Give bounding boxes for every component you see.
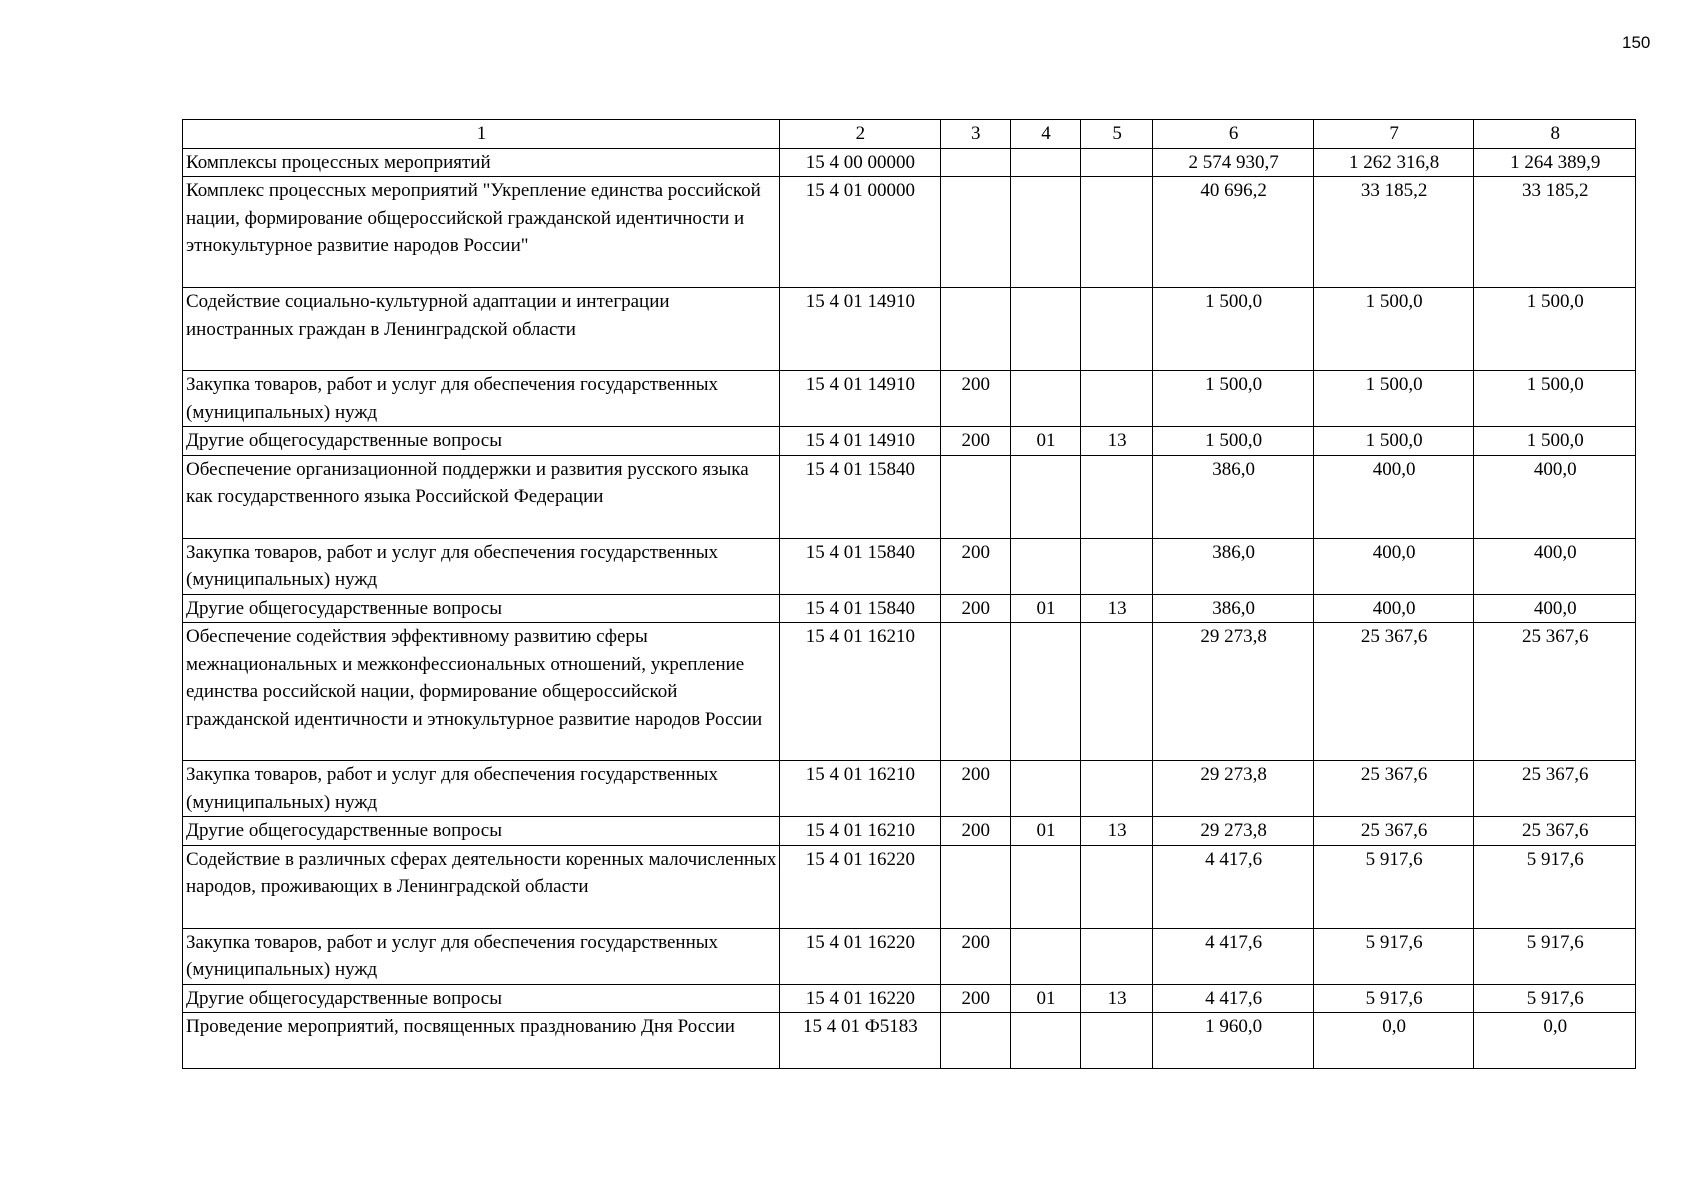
- expense-type-cell: 200: [940, 928, 1010, 984]
- subsection-cell: 13: [1081, 984, 1153, 1013]
- subsection-cell: [1081, 761, 1153, 817]
- target-article-cell: 15 4 01 16210: [780, 623, 941, 761]
- section-cell: [1010, 623, 1080, 761]
- amount-year-1-cell: 1 960,0: [1153, 1013, 1314, 1069]
- row-name-cell: Содействие социально-культурной адаптации и интеграции иностранных граждан в Ленинградской области: [183, 288, 780, 371]
- target-article-cell: 15 4 01 14910: [780, 371, 941, 427]
- row-name-cell: Комплексы процессных мероприятий: [183, 148, 780, 177]
- amount-year-3-cell: 5 917,6: [1474, 845, 1636, 928]
- column-header: 3: [940, 120, 1010, 149]
- row-name-cell: Обеспечение организационной поддержки и развития русского языка как государственного языка Российской Федерации: [183, 455, 780, 538]
- table-row: [183, 427, 1636, 456]
- column-header: 1: [183, 120, 780, 149]
- amount-year-2-cell: 25 367,6: [1313, 623, 1474, 761]
- amount-year-2-cell: 5 917,6: [1313, 845, 1474, 928]
- table-row: [183, 984, 1636, 1013]
- target-article-cell: 15 4 01 16220: [780, 984, 941, 1013]
- section-cell: [1010, 288, 1080, 371]
- subsection-cell: [1081, 1013, 1153, 1069]
- page-number: 150: [1622, 33, 1651, 52]
- column-header: 8: [1474, 120, 1636, 149]
- target-article-cell: 15 4 01 00000: [780, 177, 941, 288]
- row-name-cell: Другие общегосударственные вопросы: [183, 594, 780, 623]
- row-name-cell: Другие общегосударственные вопросы: [183, 817, 780, 846]
- subsection-cell: [1081, 845, 1153, 928]
- amount-year-3-cell: 0,0: [1474, 1013, 1636, 1069]
- column-header: 5: [1081, 120, 1153, 149]
- amount-year-3-cell: 5 917,6: [1474, 928, 1636, 984]
- amount-year-2-cell: 400,0: [1313, 455, 1474, 538]
- row-name-cell: Другие общегосударственные вопросы: [183, 427, 780, 456]
- amount-year-1-cell: 1 500,0: [1153, 371, 1314, 427]
- subsection-cell: [1081, 928, 1153, 984]
- expense-type-cell: 200: [940, 594, 1010, 623]
- section-cell: 01: [1010, 427, 1080, 456]
- expense-type-cell: 200: [940, 538, 1010, 594]
- table-row: [183, 761, 1636, 817]
- table-row: [183, 817, 1636, 846]
- row-name-cell: Проведение мероприятий, посвященных празднованию Дня России: [183, 1013, 780, 1069]
- amount-year-1-cell: 40 696,2: [1153, 177, 1314, 288]
- amount-year-1-cell: 29 273,8: [1153, 761, 1314, 817]
- table-row: [183, 538, 1636, 594]
- table-row: [183, 1013, 1636, 1069]
- row-name-cell: Закупка товаров, работ и услуг для обеспечения государственных (муниципальных) нужд: [183, 371, 780, 427]
- table-row: [183, 371, 1636, 427]
- amount-year-2-cell: 1 500,0: [1313, 427, 1474, 456]
- section-cell: [1010, 538, 1080, 594]
- amount-year-1-cell: 386,0: [1153, 455, 1314, 538]
- section-cell: [1010, 177, 1080, 288]
- amount-year-2-cell: 25 367,6: [1313, 761, 1474, 817]
- target-article-cell: 15 4 01 15840: [780, 538, 941, 594]
- table-header-row: [183, 120, 1636, 149]
- target-article-cell: 15 4 01 14910: [780, 288, 941, 371]
- amount-year-2-cell: 0,0: [1313, 1013, 1474, 1069]
- amount-year-3-cell: 25 367,6: [1474, 623, 1636, 761]
- expense-type-cell: 200: [940, 817, 1010, 846]
- section-cell: [1010, 845, 1080, 928]
- subsection-cell: 13: [1081, 817, 1153, 846]
- amount-year-1-cell: 386,0: [1153, 538, 1314, 594]
- row-name-cell: Закупка товаров, работ и услуг для обеспечения государственных (муниципальных) нужд: [183, 761, 780, 817]
- section-cell: [1010, 1013, 1080, 1069]
- section-cell: 01: [1010, 594, 1080, 623]
- target-article-cell: 15 4 01 Ф5183: [780, 1013, 941, 1069]
- amount-year-2-cell: 1 500,0: [1313, 288, 1474, 371]
- amount-year-2-cell: 33 185,2: [1313, 177, 1474, 288]
- subsection-cell: [1081, 148, 1153, 177]
- table-row: [183, 845, 1636, 928]
- expense-type-cell: [940, 177, 1010, 288]
- subsection-cell: [1081, 177, 1153, 288]
- expense-type-cell: 200: [940, 984, 1010, 1013]
- amount-year-1-cell: 386,0: [1153, 594, 1314, 623]
- amount-year-1-cell: 4 417,6: [1153, 928, 1314, 984]
- amount-year-1-cell: 1 500,0: [1153, 427, 1314, 456]
- section-cell: 01: [1010, 984, 1080, 1013]
- budget-table: [182, 119, 1636, 1069]
- target-article-cell: 15 4 01 15840: [780, 455, 941, 538]
- amount-year-2-cell: 400,0: [1313, 538, 1474, 594]
- amount-year-1-cell: 29 273,8: [1153, 623, 1314, 761]
- expense-type-cell: [940, 455, 1010, 538]
- column-header: 6: [1153, 120, 1314, 149]
- amount-year-2-cell: 5 917,6: [1313, 928, 1474, 984]
- section-cell: [1010, 148, 1080, 177]
- amount-year-3-cell: 33 185,2: [1474, 177, 1636, 288]
- amount-year-3-cell: 1 500,0: [1474, 371, 1636, 427]
- amount-year-3-cell: 25 367,6: [1474, 817, 1636, 846]
- section-cell: [1010, 371, 1080, 427]
- table-row: [183, 177, 1636, 288]
- target-article-cell: 15 4 00 00000: [780, 148, 941, 177]
- row-name-cell: Комплекс процессных мероприятий "Укрепление единства российской нации, формирование общероссийской гражданской идентичности и этнокультурное развитие народов России": [183, 177, 780, 288]
- table-row: [183, 288, 1636, 371]
- subsection-cell: 13: [1081, 594, 1153, 623]
- amount-year-1-cell: 2 574 930,7: [1153, 148, 1314, 177]
- amount-year-3-cell: 5 917,6: [1474, 984, 1636, 1013]
- column-header: 2: [780, 120, 941, 149]
- target-article-cell: 15 4 01 16220: [780, 845, 941, 928]
- section-cell: [1010, 928, 1080, 984]
- amount-year-1-cell: 1 500,0: [1153, 288, 1314, 371]
- amount-year-2-cell: 5 917,6: [1313, 984, 1474, 1013]
- amount-year-3-cell: 1 500,0: [1474, 288, 1636, 371]
- row-name-cell: Закупка товаров, работ и услуг для обеспечения государственных (муниципальных) нужд: [183, 928, 780, 984]
- subsection-cell: [1081, 371, 1153, 427]
- table-row: [183, 623, 1636, 761]
- expense-type-cell: 200: [940, 371, 1010, 427]
- target-article-cell: 15 4 01 15840: [780, 594, 941, 623]
- table-row: [183, 928, 1636, 984]
- amount-year-2-cell: 400,0: [1313, 594, 1474, 623]
- amount-year-1-cell: 4 417,6: [1153, 845, 1314, 928]
- row-name-cell: Содействие в различных сферах деятельности коренных малочисленных народов, проживающих в Ленинградской области: [183, 845, 780, 928]
- expense-type-cell: [940, 845, 1010, 928]
- section-cell: 01: [1010, 817, 1080, 846]
- expense-type-cell: [940, 1013, 1010, 1069]
- subsection-cell: [1081, 455, 1153, 538]
- target-article-cell: 15 4 01 16210: [780, 761, 941, 817]
- amount-year-3-cell: 1 264 389,9: [1474, 148, 1636, 177]
- amount-year-2-cell: 25 367,6: [1313, 817, 1474, 846]
- section-cell: [1010, 455, 1080, 538]
- expense-type-cell: [940, 288, 1010, 371]
- target-article-cell: 15 4 01 14910: [780, 427, 941, 456]
- section-cell: [1010, 761, 1080, 817]
- row-name-cell: Закупка товаров, работ и услуг для обеспечения государственных (муниципальных) нужд: [183, 538, 780, 594]
- expense-type-cell: 200: [940, 761, 1010, 817]
- target-article-cell: 15 4 01 16210: [780, 817, 941, 846]
- expense-type-cell: 200: [940, 427, 1010, 456]
- amount-year-3-cell: 400,0: [1474, 455, 1636, 538]
- target-article-cell: 15 4 01 16220: [780, 928, 941, 984]
- expense-type-cell: [940, 623, 1010, 761]
- amount-year-3-cell: 400,0: [1474, 538, 1636, 594]
- table-row: [183, 594, 1636, 623]
- amount-year-3-cell: 25 367,6: [1474, 761, 1636, 817]
- row-name-cell: Обеспечение содействия эффективному развитию сферы межнациональных и межконфессиональных отношений, укрепление единства российской нации, формирование общероссийской гражданской идентичности и этнокультурное развитие народов России: [183, 623, 780, 761]
- amount-year-1-cell: 29 273,8: [1153, 817, 1314, 846]
- subsection-cell: [1081, 288, 1153, 371]
- row-name-cell: Другие общегосударственные вопросы: [183, 984, 780, 1013]
- amount-year-2-cell: 1 500,0: [1313, 371, 1474, 427]
- amount-year-2-cell: 1 262 316,8: [1313, 148, 1474, 177]
- column-header: 4: [1010, 120, 1080, 149]
- amount-year-3-cell: 400,0: [1474, 594, 1636, 623]
- subsection-cell: [1081, 538, 1153, 594]
- table-row: [183, 455, 1636, 538]
- column-header: 7: [1313, 120, 1474, 149]
- expense-type-cell: [940, 148, 1010, 177]
- amount-year-3-cell: 1 500,0: [1474, 427, 1636, 456]
- subsection-cell: [1081, 623, 1153, 761]
- table-body: [183, 120, 1636, 1069]
- table-row: [183, 148, 1636, 177]
- subsection-cell: 13: [1081, 427, 1153, 456]
- amount-year-1-cell: 4 417,6: [1153, 984, 1314, 1013]
